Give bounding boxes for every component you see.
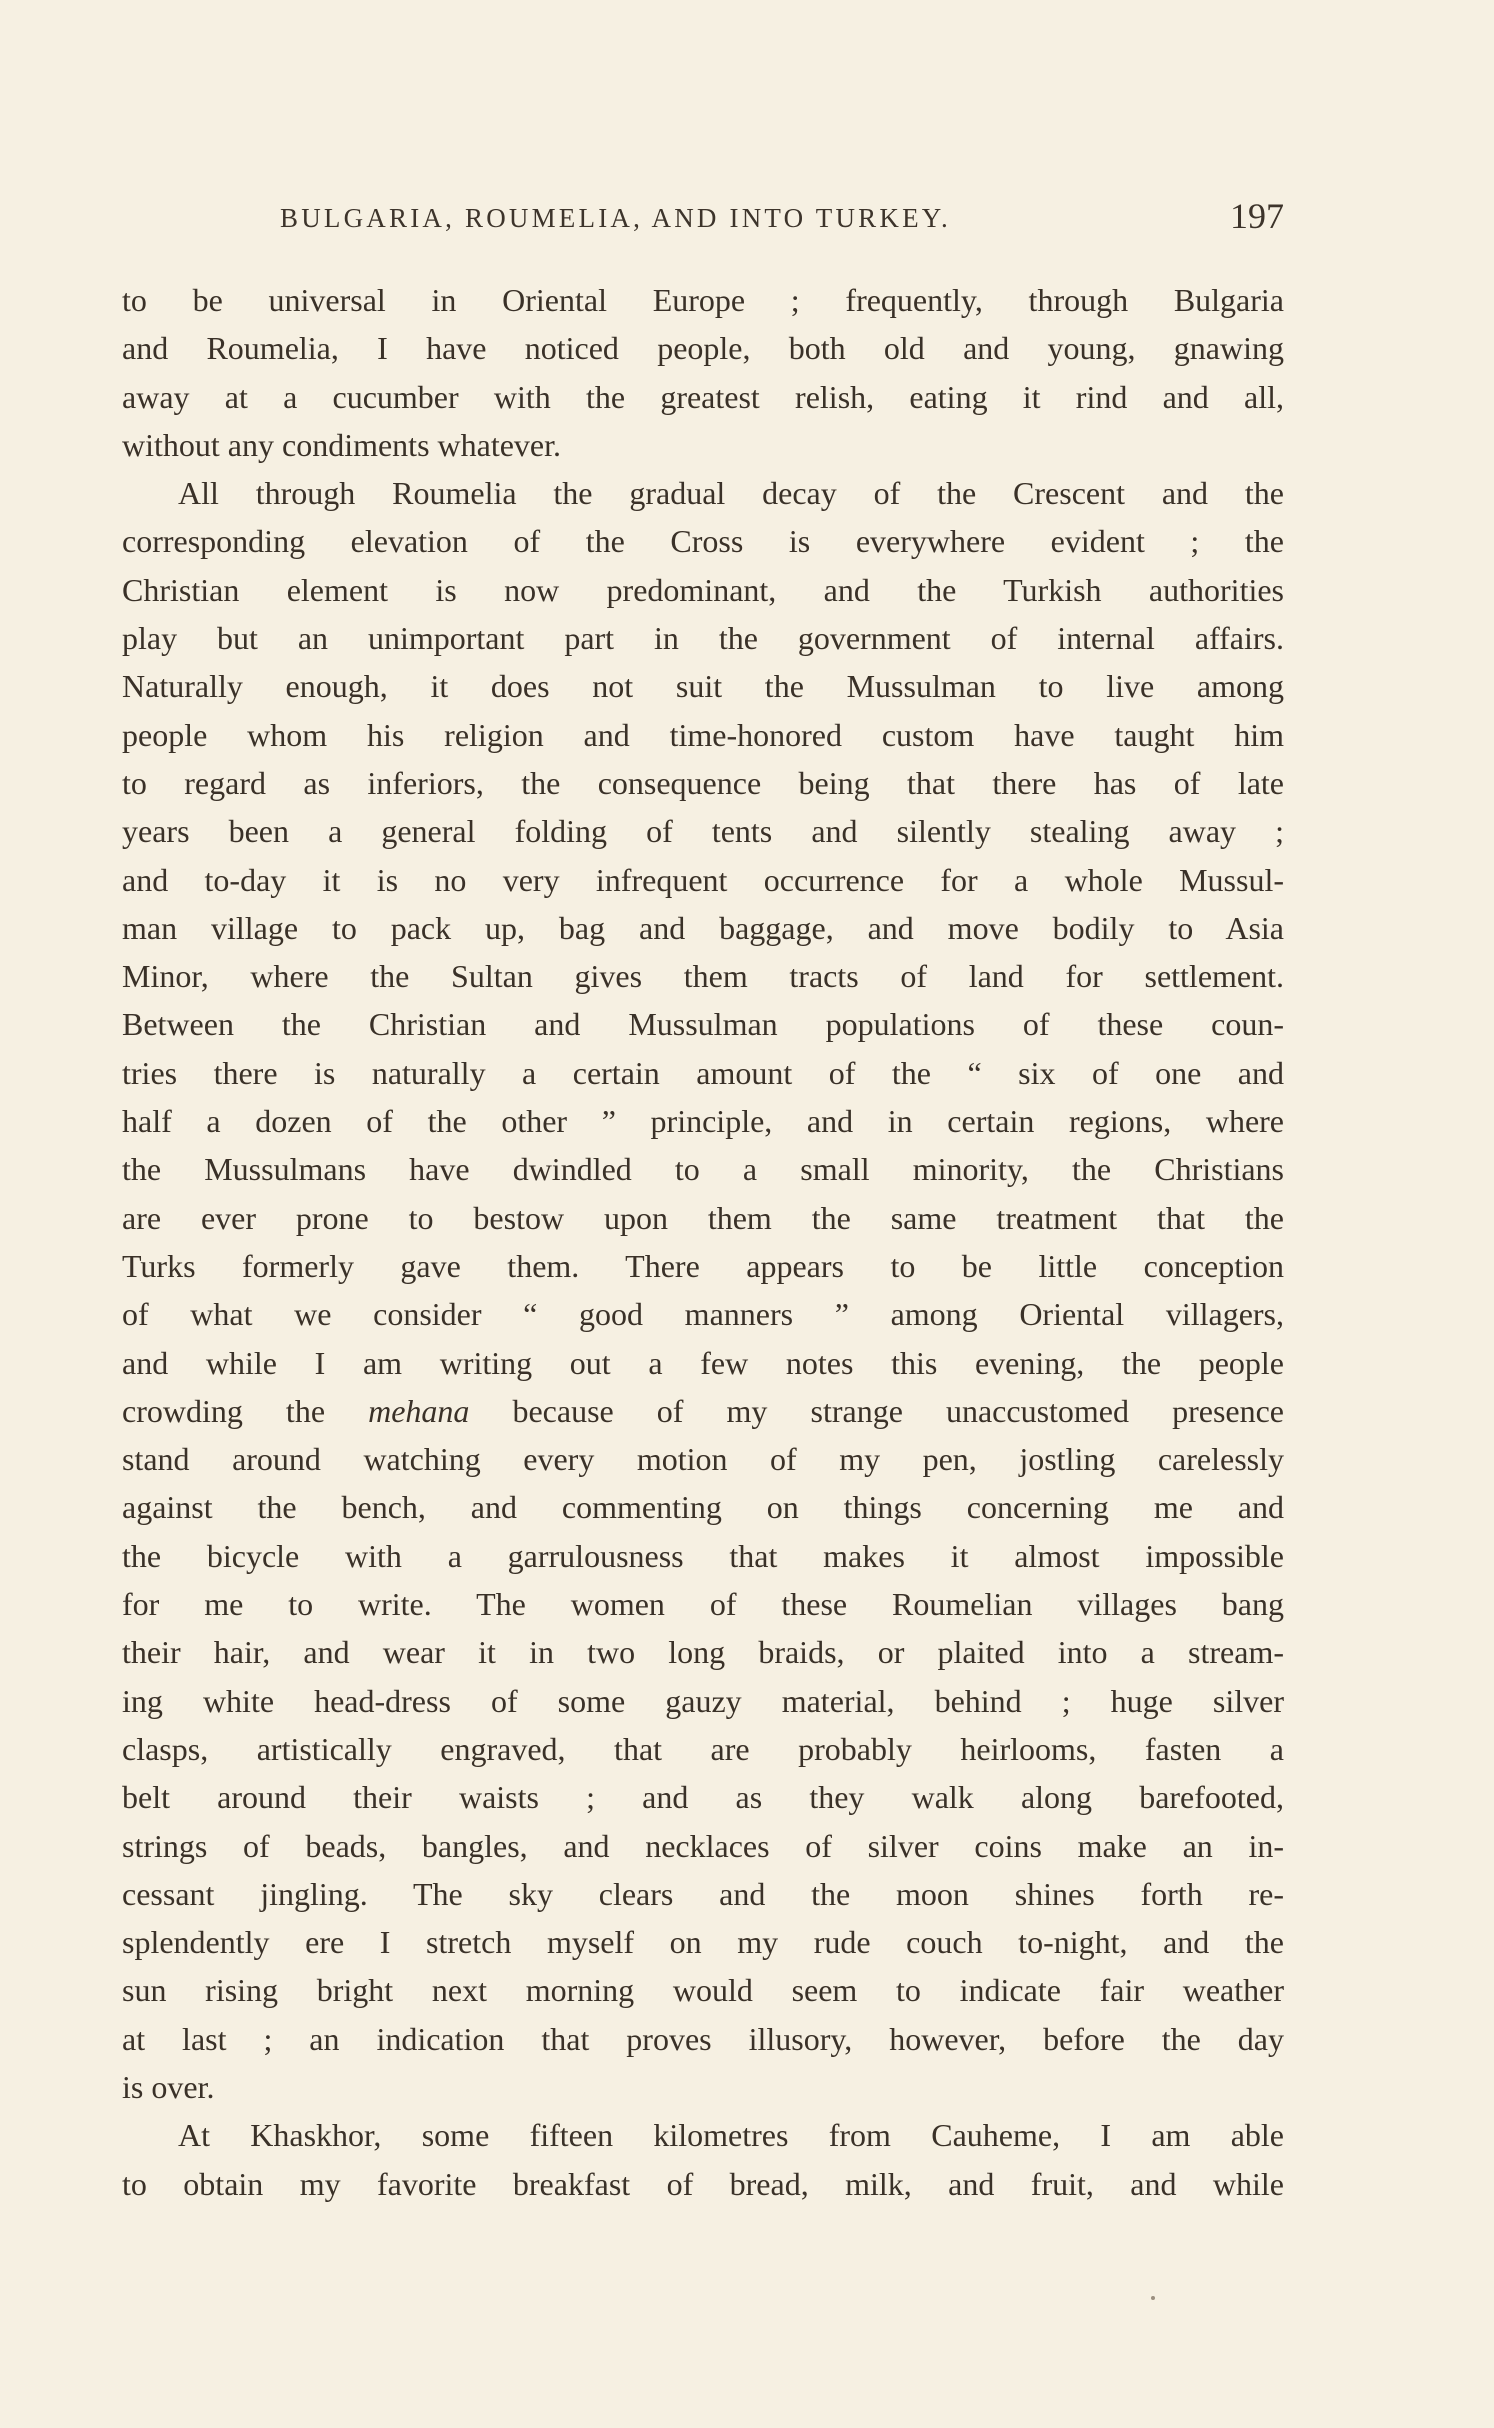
text-line: Turks formerly gave them. There appears to be little conception: [122, 1247, 1284, 1284]
text-line: sun rising bright next morning would seem to indicate fair weather: [122, 1972, 1284, 2009]
text-line: against the bench, and commenting on things concerning me and: [122, 1489, 1284, 1526]
text-line: to be universal in Oriental Europe ; frequently, through Bulgaria: [122, 282, 1284, 318]
text-line: for me to write. The women of these Roumelian villages bang: [122, 1586, 1284, 1623]
text-line: years been a general folding of tents and silently stealing away ;: [122, 813, 1284, 850]
text-line: the bicycle with a garrulousness that makes it almost impossible: [122, 1537, 1284, 1574]
body-text: [122, 276, 1284, 2208]
text-line: splendently ere I stretch myself on my rude couch to-night, and the: [122, 1924, 1284, 1961]
paper-speck: [1151, 2296, 1155, 2300]
text-line: and Roumelia, I have noticed people, both old and young, gnawing: [122, 330, 1284, 367]
paragraph-first-line: At Khaskhor, some fifteen kilometres from Cauheme, I am able: [178, 2117, 1284, 2154]
text-line: corresponding elevation of the Cross is everywhere evident ; the: [122, 523, 1284, 560]
text-line: away at a cucumber with the greatest relish, eating it rind and all,: [122, 378, 1284, 415]
text-line: the Mussulmans have dwindled to a small minority, the Christians: [122, 1151, 1284, 1188]
text-line: stand around watching every motion of my pen, jostling carelessly: [122, 1441, 1284, 1478]
text-line: half a dozen of the other ” principle, and in certain regions, where: [122, 1103, 1284, 1140]
text-line: to regard as inferiors, the consequence being that there has of late: [122, 764, 1284, 801]
text-line: at last ; an indication that proves illusory, however, before the day: [122, 2020, 1284, 2057]
text-line-with-italic: [122, 1387, 1284, 1435]
italic-word-mehana: mehana: [368, 1392, 470, 1429]
text-line: cessant jingling. The sky clears and the moon shines forth re-: [122, 1875, 1284, 1912]
text-line: clasps, artistically engraved, that are probably heirlooms, fasten a: [122, 1730, 1284, 1767]
text-line: tries there is naturally a certain amount of the “ six of one and: [122, 1054, 1284, 1091]
text-line: and while I am writing out a few notes this evening, the people: [122, 1344, 1284, 1381]
text-line: of what we consider “ good manners ” among Oriental villagers,: [122, 1296, 1284, 1333]
paragraph-first-line: All through Roumelia the gradual decay of the Crescent and the: [178, 475, 1284, 512]
text-line: ing white head-dress of some gauzy material, behind ; huge silver: [122, 1682, 1284, 1719]
text-line: man village to pack up, bag and baggage, and move bodily to Asia: [122, 909, 1284, 946]
text-line: are ever prone to bestow upon them the same treatment that the: [122, 1199, 1284, 1236]
text-segment: because of my strange unaccustomed presence: [469, 1392, 1284, 1429]
text-line: their hair, and wear it in two long braids, or plaited into a stream-: [122, 1634, 1284, 1671]
text-line: without any condiments whatever.: [122, 426, 562, 463]
text-line: Minor, where the Sultan gives them tracts of land for settlement.: [122, 958, 1284, 995]
text-line: play but an unimportant part in the government of internal affairs.: [122, 620, 1284, 657]
text-segment: crowding the: [122, 1392, 369, 1429]
text-line: strings of beads, bangles, and necklaces of silver coins make an in-: [122, 1827, 1284, 1864]
text-line: Christian element is now predominant, and the Turkish authorities: [122, 571, 1284, 608]
page-header: [122, 195, 1284, 251]
running-title: BULGARIA, ROUMELIA, AND INTO TURKEY.: [280, 203, 951, 233]
text-line: people whom his religion and time-honored custom have taught him: [122, 716, 1284, 753]
text-line: Between the Christian and Mussulman populations of these coun-: [122, 1006, 1284, 1043]
text-line: Naturally enough, it does not suit the Mussulman to live among: [122, 668, 1284, 705]
page-number: 197: [1230, 196, 1284, 236]
text-line: is over.: [122, 2068, 215, 2105]
text-line: belt around their waists ; and as they walk along barefooted,: [122, 1779, 1284, 1816]
text-line: to obtain my favorite breakfast of bread, milk, and fruit, and while: [122, 2165, 1284, 2202]
text-line: and to-day it is no very infrequent occurrence for a whole Mussul-: [122, 861, 1284, 898]
